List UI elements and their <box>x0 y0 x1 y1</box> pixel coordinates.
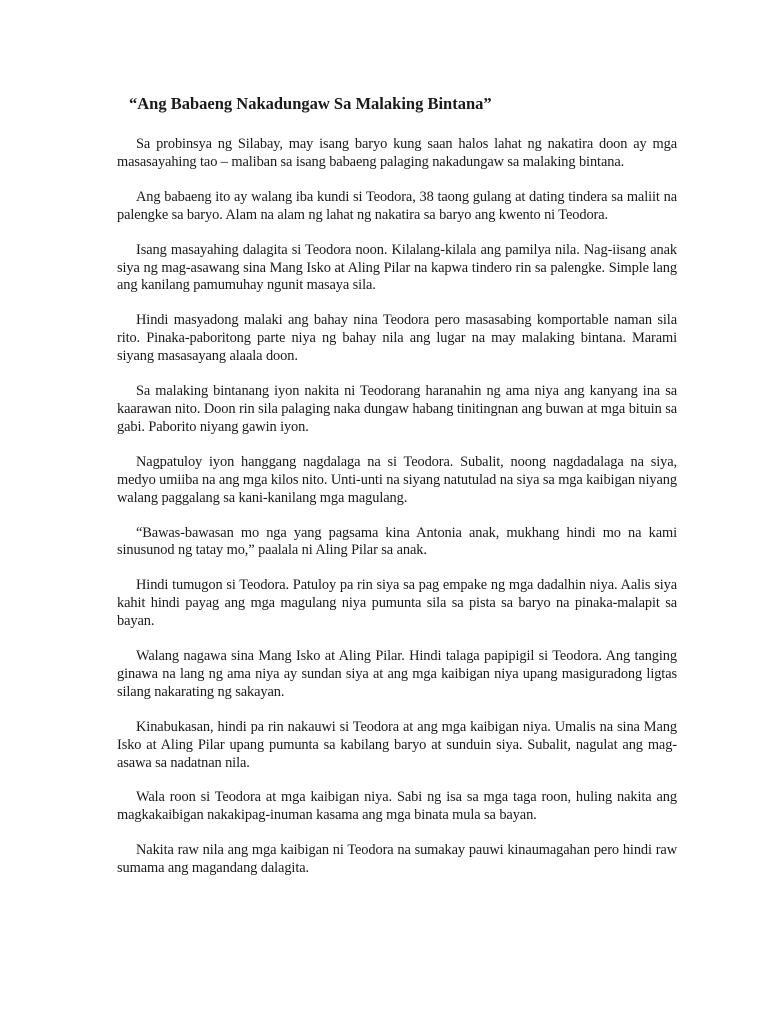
paragraph-4: Hindi masyadong malaki ang bahay nina Teodora pero masasabing komportable naman sila rito. Pinaka-paboritong parte niya ng bahay nila ang lugar na may malaking bintana. Marami siyang masasayang alaala doon. <box>117 312 677 365</box>
paragraph-8: Hindi tumugon si Teodora. Patuloy pa rin siya sa pag empake ng mga dadalhin niya. Aalis siya kahit hindi payag ang mga magulang niya pumunta sila sa pista sa baryo na pinaka-malapit sa bayan. <box>117 577 677 630</box>
paragraph-3: Isang masayahing dalagita si Teodora noon. Kilalang-kilala ang pamilya nila. Nag-iisang anak siya ng mag-asawang sina Mang Isko at Aling Pilar na kapwa tindero rin sa palengke. Simple lang ang kanilang pamumuhay ngunit masaya sila. <box>117 241 677 294</box>
paragraph-2: Ang babaeng ito ay walang iba kundi si Teodora, 38 taong gulang at dating tindera sa maliit na palengke sa baryo. Alam na alam ng lahat ng nakatira sa baryo ang kwento ni Teodora. <box>117 188 677 223</box>
paragraph-6: Nagpatuloy iyon hanggang nagdalaga na si Teodora. Subalit, noong nagdadalaga na siya, medyo umiiba na ang mga kilos nito. Unti-unti na siyang natutulad na siya sa mga kaibigan niyang walang paggalang sa kani-kanilang mga magulang. <box>117 453 677 506</box>
paragraph-7: “Bawas-bawasan mo nga yang pagsama kina Antonia anak, mukhang hindi mo na kami sinusunod ng tatay mo,” paalala ni Aling Pilar sa anak. <box>117 524 677 559</box>
paragraph-11: Wala roon si Teodora at mga kaibigan niya. Sabi ng isa sa mga taga roon, huling nakita ang magkakaibigan nakakipag-inuman kasama ang mga binata mula sa bayan. <box>117 789 677 824</box>
paragraph-9: Walang nagawa sina Mang Isko at Aling Pilar. Hindi talaga papipigil si Teodora. Ang tanging ginawa na lang ng ama niya ay sundan siya at ang mga kaibigan niya upang masiguradong ligtas silang nakarating ng sakayan. <box>117 648 677 700</box>
paragraph-12: Nakita raw nila ang mga kaibigan ni Teodora na sumakay pauwi kinaumagahan pero hindi raw sumama ang magandang dalagita. <box>117 842 677 877</box>
story-body <box>117 136 677 895</box>
paragraph-10: Kinabukasan, hindi pa rin nakauwi si Teodora at ang mga kaibigan niya. Umalis na sina Mang Isko at Aling Pilar upang pumunta sa kabilang baryo at sunduin siya. Subalit, nagulat ang mag-asawa sa nadatnan nila. <box>117 718 677 771</box>
story-title: “Ang Babaeng Nakadungaw Sa Malaking Bintana” <box>129 94 492 113</box>
paragraph-1: Sa probinsya ng Silabay, may isang baryo kung saan halos lahat ng nakatira doon ay mga masasayahing tao – maliban sa isang babaeng palaging nakadungaw sa malaking bintana. <box>117 136 677 170</box>
paragraph-5: Sa malaking bintanang iyon nakita ni Teodorang haranahin ng ama niya ang kanyang ina sa kaarawan nito. Doon rin sila palaging naka dungaw habang tinitingnan ang buwan at mga bituin sa gabi. Paborito niyang gawin iyon. <box>117 383 677 435</box>
